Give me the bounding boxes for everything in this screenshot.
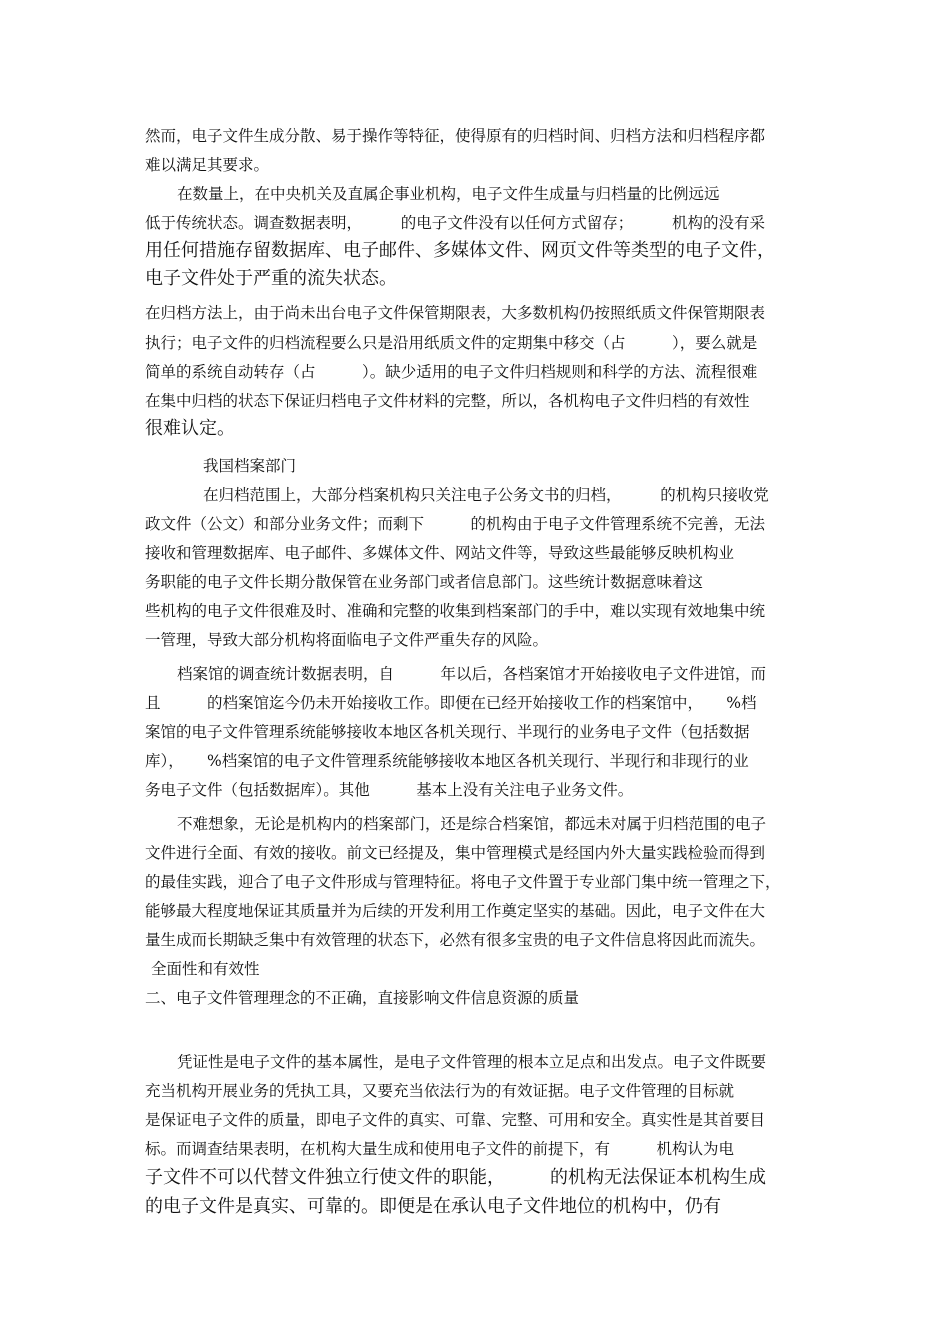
paragraph-line: 的电子文件是真实、可靠的。即便是在承认电子文件地位的机构中，仍有 bbox=[145, 1196, 721, 1217]
paragraph-line: 能够最大程度地保证其质量并为后续的开发利用工作奠定坚实的基础。因此，电子文件在大 bbox=[145, 902, 766, 920]
paragraph-line: 难以满足其要求。 bbox=[145, 156, 270, 174]
paragraph-line: 是保证电子文件的质量，即电子文件的真实、可靠、完整、可用和安全。真实性是其首要目 bbox=[145, 1111, 766, 1129]
paragraph-line: 的最佳实践，迎合了电子文件形成与管理特征。将电子文件置于专业部门集中统一管理之下， bbox=[145, 873, 781, 891]
paragraph-line: 充当机构开展业务的凭执工具，又要充当依法行为的有效证据。电子文件管理的目标就 bbox=[145, 1082, 735, 1100]
paragraph-line: 档案馆的调查统计数据表明，自 年以后，各档案馆才开始接收电子文件进馆，而 bbox=[177, 665, 767, 683]
paragraph-line: 接收和管理数据库、电子邮件、多媒体文件、网站文件等，导致这些最能够反映机构业 bbox=[145, 544, 735, 562]
paragraph-line: 在数量上，在中央机关及直属企事业机构，电子文件生成量与归档量的比例远远 bbox=[177, 185, 720, 203]
paragraph-line: 简单的系统自动转存（占 ）。缺少适用的电子文件归档规则和科学的方法、流程很难 bbox=[145, 363, 758, 381]
paragraph-line: 标。而调查结果表明，在机构大量生成和使用电子文件的前提下，有 机构认为电 bbox=[145, 1140, 735, 1158]
paragraph-line: 在归档方法上，由于尚未出台电子文件保管期限表，大多数机构仍按照纸质文件保管期限表 bbox=[145, 304, 766, 322]
paragraph-line: 务电子文件（包括数据库）。其他 基本上没有关注电子业务文件。 bbox=[145, 781, 634, 799]
paragraph-line: 一管理，导致大部分机构将面临电子文件严重失存的风险。 bbox=[145, 631, 549, 649]
paragraph-line: 低于传统状态。调查数据表明， 的电子文件没有以任何方式留存； 机构的没有采 bbox=[145, 214, 766, 232]
paragraph-line: 量生成而长期缺乏集中有效管理的状态下，必然有很多宝贵的电子文件信息将因此而流失。 bbox=[145, 931, 766, 949]
paragraph-line: 用任何措施存留数据库、电子邮件、多媒体文件、网页文件等类型的电子文件， bbox=[145, 240, 775, 261]
paragraph-line: 文件进行全面、有效的接收。前文已经提及，集中管理模式是经国内外大量实践检验而得到 bbox=[145, 844, 766, 862]
paragraph-line: 政文件（公文）和部分业务文件；而剩下 的机构由于电子文件管理系统不完善，无法 bbox=[145, 515, 766, 533]
section-heading: 我国档案部门 bbox=[203, 457, 297, 475]
paragraph-line: 子文件不可以代替文件独立行使文件的职能， 的机构无法保证本机构生成 bbox=[145, 1167, 766, 1188]
paragraph-line: 很难认定。 bbox=[145, 418, 235, 439]
paragraph-line: 在归档范围上，大部分档案机构只关注电子公务文书的归档， 的机构只接收党 bbox=[203, 486, 769, 504]
paragraph-line: 库）， %档案馆的电子文件管理系统能够接收本地区各机关现行、半现行和非现行的业 bbox=[145, 752, 749, 770]
paragraph-line: 案馆的电子文件管理系统能够接收本地区各机关现行、半现行的业务电子文件（包括数据 bbox=[145, 723, 750, 741]
paragraph-line: 全面性和有效性 bbox=[151, 960, 260, 978]
paragraph-line: 凭证性是电子文件的基本属性，是电子文件管理的根本立足点和出发点。电子文件既要 bbox=[177, 1053, 767, 1071]
paragraph-line: 务职能的电子文件长期分散保管在业务部门或者信息部门。这些统计数据意味着这 bbox=[145, 573, 704, 591]
paragraph-line: 电子文件处于严重的流失状态。 bbox=[145, 268, 397, 289]
paragraph-line: 然而，电子文件生成分散、易于操作等特征，使得原有的归档时间、归档方法和归档程序都 bbox=[145, 127, 766, 145]
paragraph-line: 在集中归档的状态下保证归档电子文件材料的完整，所以，各机构电子文件归档的有效性 bbox=[145, 392, 750, 410]
paragraph-line: 且 的档案馆迄今仍未开始接收工作。即便在已经开始接收工作的档案馆中， %档 bbox=[145, 694, 757, 712]
section-heading: 二、电子文件管理理念的不正确，直接影响文件信息资源的质量 bbox=[145, 989, 580, 1007]
paragraph-line: 执行；电子文件的归档流程要么只是沿用纸质文件的定期集中移交（占 ），要么就是 bbox=[145, 334, 758, 352]
paragraph-line: 不难想象，无论是机构内的档案部门，还是综合档案馆，都远未对属于归档范围的电子 bbox=[177, 815, 767, 833]
paragraph-line: 些机构的电子文件很难及时、准确和完整的收集到档案部门的手中，难以实现有效地集中统 bbox=[145, 602, 766, 620]
